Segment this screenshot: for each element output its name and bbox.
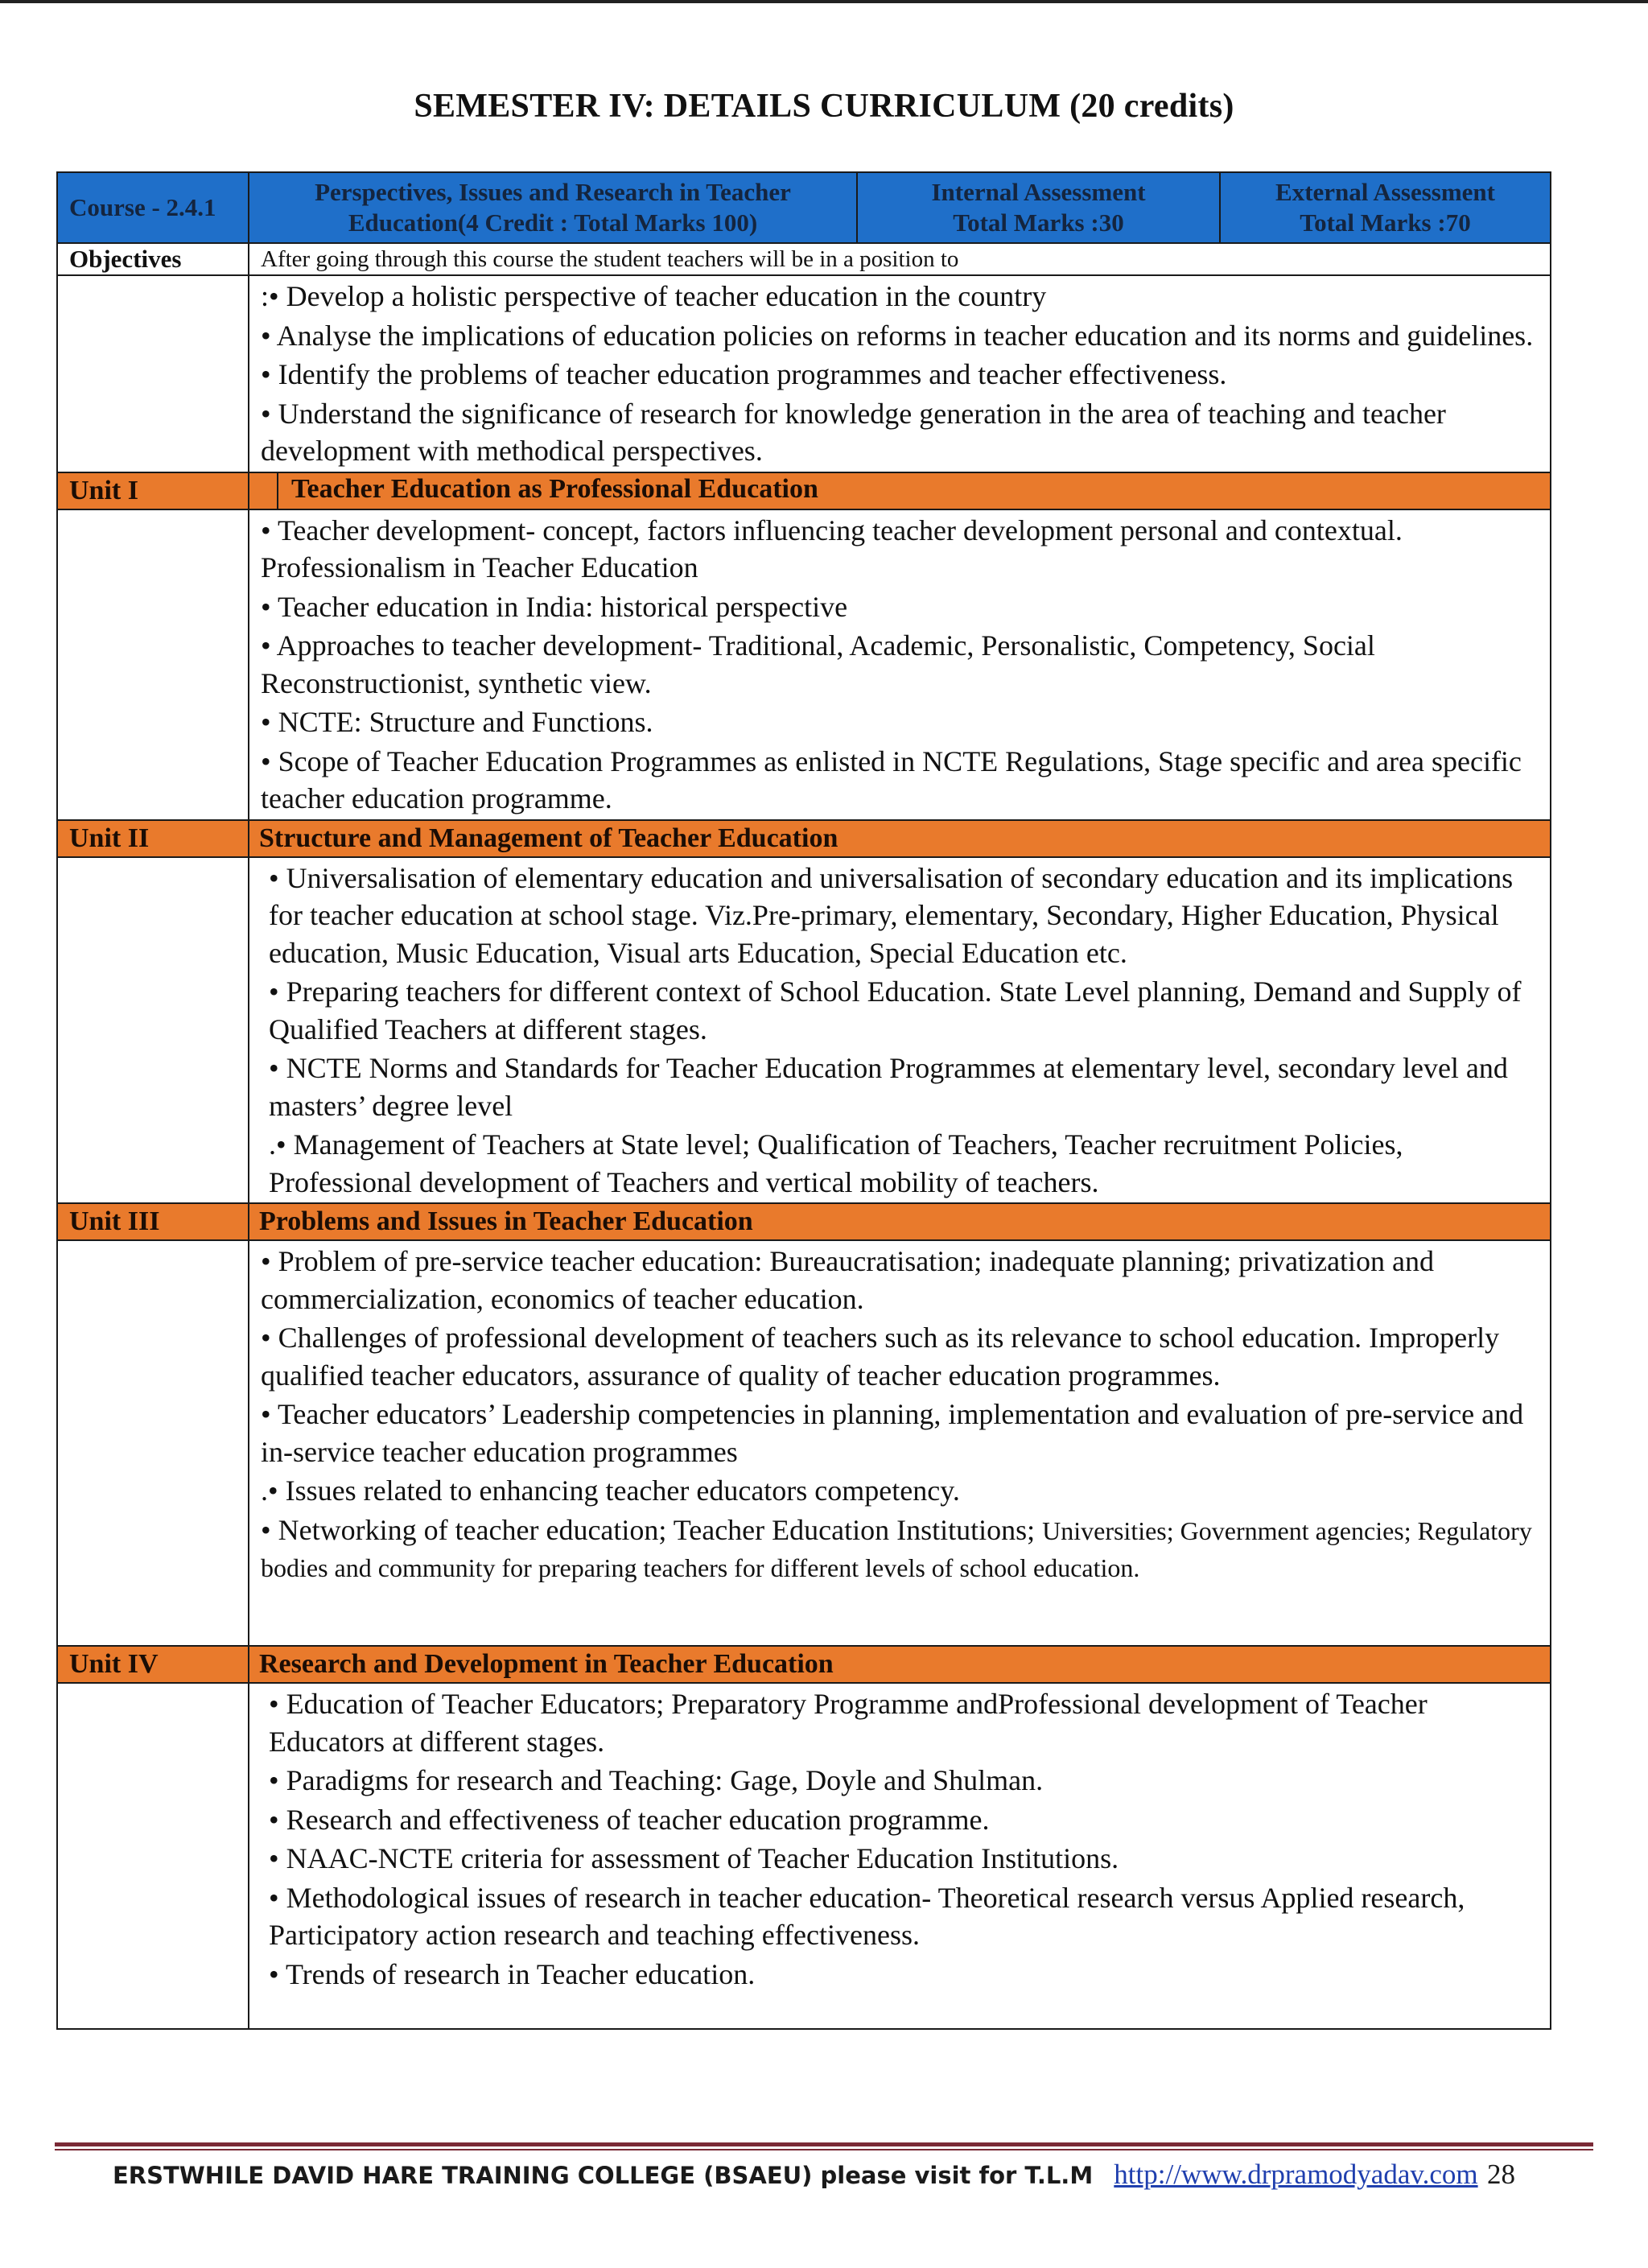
unit-title: Structure and Management of Teacher Education: [249, 820, 1551, 857]
unit-item: • Scope of Teacher Education Programmes as enlisted in NCTE Regulations, Stage specific and area specific teacher education programme.: [261, 744, 1522, 814]
course-code-cell: Course - 2.4.1: [57, 172, 249, 243]
objectives-label: Objectives: [57, 243, 249, 275]
unit-content: [249, 509, 1551, 820]
blank-cell: [57, 275, 249, 472]
page-number: 28: [1487, 2159, 1515, 2190]
unit-item: • Teacher education in India: historical perspective: [261, 590, 848, 623]
blank-cell: [57, 509, 249, 820]
unit-content: [249, 1683, 1551, 2029]
unit-item: • Preparing teachers for different context of School Education. State Level planning, Demand and Supply of Qualified Teachers at different stages.: [269, 975, 1522, 1045]
internal-assessment-title: Internal Assessment: [931, 178, 1146, 206]
internal-assessment-marks: Total Marks :30: [953, 208, 1124, 237]
unit-item: • NCTE: Structure and Functions.: [261, 706, 653, 738]
objective-item: • Identify the problems of teacher education programmes and teacher effectiveness.: [261, 358, 1227, 390]
unit-item: • Trends of research in Teacher education.: [269, 1957, 756, 1990]
website-link[interactable]: http://www.drpramodyadav.com: [1114, 2159, 1478, 2190]
unit-item: • Teacher development- concept, factors influencing teacher development personal and contextual. Professionalism in Teacher Education: [261, 513, 1403, 583]
objectives-intro: After going through this course the student teachers will be in a position to: [249, 243, 1551, 275]
unit-content-row: [57, 509, 1551, 820]
unit-item: • Universalisation of elementary education and universalisation of secondary education and its implications for teacher education at school stage. Viz.Pre-primary, elementary, Secondary, Higher Education, Physical education, Music Education, Visual arts Education, Special Education etc.: [269, 861, 1514, 969]
blank-cell: [57, 1240, 249, 1646]
unit-header-row: [57, 1203, 1551, 1240]
unit-item: • Paradigms for research and Teaching: Gage, Doyle and Shulman.: [269, 1764, 1044, 1796]
unit-content: [249, 1240, 1551, 1646]
footer-rule: [55, 2142, 1593, 2146]
networking-rest: Universities; Government agencies; Regulatory bodies and community for preparing teachers for different levels of school education.: [261, 1515, 1532, 1582]
external-assessment-cell: [1220, 172, 1551, 243]
unit-item: • Teacher educators’ Leadership competencies in planning, implementation and evaluation of pre-service and in-service teacher education programmes: [261, 1398, 1524, 1468]
external-assessment-marks: Total Marks :70: [1300, 208, 1471, 237]
unit-item: • Education of Teacher Educators; Preparatory Programme andProfessional development of Teacher Educators at different stages.: [269, 1688, 1428, 1758]
unit-item: • Problem of pre-service teacher education: Bureaucratisation; inadequate planning; privatization and commercialization, economics of teacher education.: [261, 1245, 1435, 1315]
page-edge: [0, 0, 1648, 3]
objective-item: • Analyse the implications of education policies on reforms in teacher education and its norms and guidelines.: [261, 319, 1534, 352]
cell-divider: [249, 473, 278, 509]
unit-header-row: [57, 820, 1551, 857]
unit-item: • Challenges of professional development of teachers such as its relevance to school education. Improperly qualified teacher educators, assurance of quality of teacher education programmes.: [261, 1322, 1500, 1392]
unit-header-row: [57, 1646, 1551, 1683]
unit-title: Research and Development in Teacher Education: [249, 1646, 1551, 1683]
unit-title: Teacher Education as Professional Education: [291, 473, 818, 504]
unit-content-row: [57, 1240, 1551, 1646]
unit-item: • Research and effectiveness of teacher education programme.: [269, 1803, 990, 1836]
table-header-row: [57, 172, 1551, 243]
unit-item: .• Management of Teachers at State level; Qualification of Teachers, Teacher recruitment Policies, Professional development of Teachers and vertical mobility of teachers.: [269, 1128, 1403, 1198]
blank-cell: [57, 857, 249, 1204]
unit-item: • NAAC-NCTE criteria for assessment of Teacher Education Institutions.: [269, 1842, 1119, 1874]
unit-item: [261, 1511, 1539, 1586]
unit-title-cell: [249, 472, 1551, 509]
internal-assessment-cell: [857, 172, 1220, 243]
unit-item: .• Issues related to enhancing teacher educators competency.: [261, 1474, 960, 1507]
unit-label: Unit II: [57, 820, 249, 857]
unit-content-row: [57, 857, 1551, 1204]
unit-content-row: [57, 1683, 1551, 2029]
unit-item: • NCTE Norms and Standards for Teacher Education Programmes at elementary level, secondary level and masters’ degree level: [269, 1052, 1508, 1122]
objectives-content-row: [57, 275, 1551, 472]
objective-item: • Understand the significance of research for knowledge generation in the area of teaching and teacher development with methodical perspectives.: [261, 397, 1446, 467]
unit-item: • Methodological issues of research in teacher education- Theoretical research versus Applied research, Participatory action research and teaching effectiveness.: [269, 1881, 1465, 1951]
footer-text: ERSTWHILE DAVID HARE TRAINING COLLEGE (BSAEU) please visit for T.L.M: [113, 2162, 1094, 2189]
objective-item: :• Develop a holistic perspective of teacher education in the country: [261, 280, 1047, 312]
networking-lead: • Networking of teacher education; Teacher Education Institutions;: [261, 1513, 1036, 1546]
unit-label: Unit I: [57, 472, 249, 509]
unit-header-row: [57, 472, 1551, 509]
unit-content: [249, 857, 1551, 1204]
footer-rule: [55, 2149, 1593, 2150]
unit-title: Problems and Issues in Teacher Education: [249, 1203, 1551, 1240]
course-title-cell: Perspectives, Issues and Research in Teacher Education(4 Credit : Total Marks 100): [249, 172, 857, 243]
unit-label: Unit IV: [57, 1646, 249, 1683]
objectives-row: [57, 243, 1551, 275]
unit-item: • Approaches to teacher development- Traditional, Academic, Personalistic, Competency, Social Reconstructionist, synthetic view.: [261, 629, 1375, 699]
external-assessment-title: External Assessment: [1275, 178, 1495, 206]
blank-cell: [57, 1683, 249, 2029]
unit-label: Unit III: [57, 1203, 249, 1240]
objectives-list: [249, 275, 1551, 472]
page-title: SEMESTER IV: DETAILS CURRICULUM (20 credits): [414, 88, 1234, 125]
page-footer: [113, 2159, 1577, 2191]
curriculum-table: [56, 171, 1551, 2030]
